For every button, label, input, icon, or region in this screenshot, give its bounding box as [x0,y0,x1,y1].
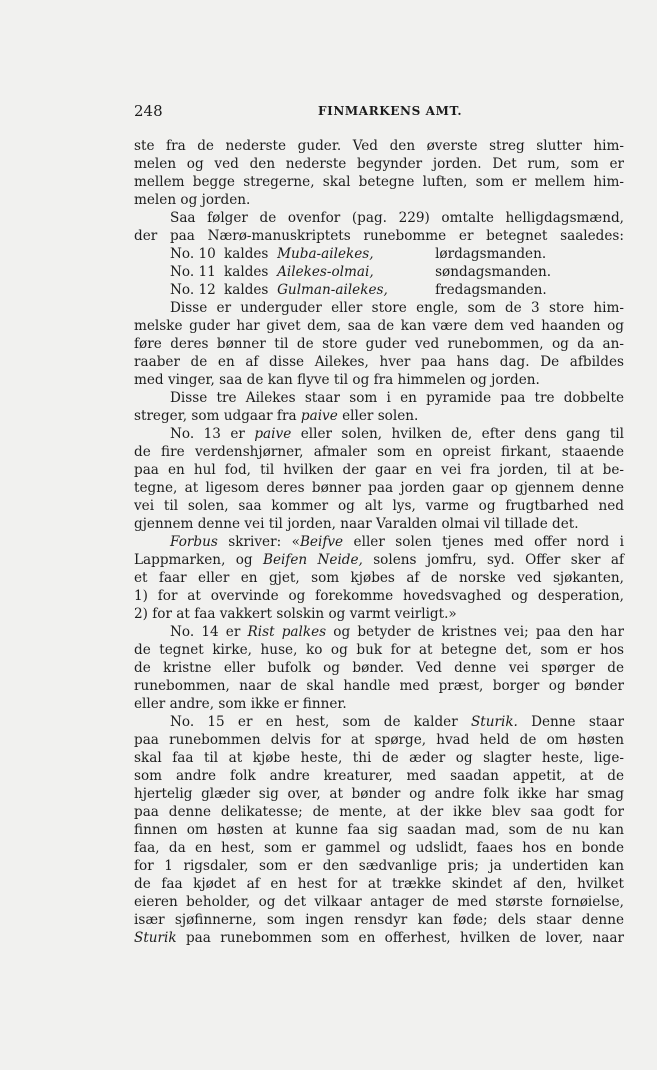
text-line: 2) for at faa vakkert solskin og varmt veirligt.» [134,606,457,622]
text-line: med vinger, saa de kan flyve til og fra himmelen og jorden. [134,372,540,388]
item-desc: fredagsmanden. [435,282,547,298]
item-number: No. 11 [170,264,216,280]
text-line: vei til solen, saa kommer og alt lys, varme og frugtbarhed ned [134,498,624,514]
page-header [134,102,624,124]
item-name: Gulman-ailekes, [277,282,388,298]
text-line: skal faa til at kjøbe heste, thi de æder og slagter heste, lige- [134,750,624,766]
page-number: 248 [134,102,163,120]
text-line: Forbus skriver: «Beifve eller solen tjenes med offer nord i [170,534,624,550]
item-name: Ailekes-olmai, [277,264,374,280]
text-line: No. 13 er paive eller solen, hvilken de, efter dens gang til [170,426,624,442]
text-line: tegne, at ligesom deres bønner paa jorden gaar op gjennem denne [134,480,624,496]
text-line: Disse er underguder eller store engle, som de 3 store him- [170,300,624,316]
item-number: No. 10 [170,246,216,262]
text-line: paa en hul fod, til hvilken der gaar en vei fra jorden, til at be- [134,462,624,478]
text-line: No. 15 er en hest, som de kalder Sturik. Denne staar [170,714,624,730]
item-desc: søndagsmanden. [435,264,552,280]
item-verb: kaldes [224,246,269,262]
list-item [134,245,624,263]
item-number: No. 12 [170,282,216,298]
text-line: runebommen, naar de skal handle med præst, borger og bønder [134,678,624,694]
body-text [134,137,624,947]
list-item [134,263,624,281]
text-line: Sturik paa runebommen som en offerhest, hvilken de lover, naar [134,930,624,946]
text-line: som andre folk andre kreaturer, med saadan appetit, at de [134,768,624,784]
item-name: Muba-ailekes, [277,246,374,262]
text-line: eieren beholder, og det vilkaar antager de med største fornøielse, [134,894,624,910]
list-item [134,281,624,299]
text-line: de tegnet kirke, huse, ko og buk for at betegne det, som er hos [134,642,624,658]
text-line: finnen om høsten at kunne faa sig saadan mad, som de nu kan [134,822,624,838]
item-verb: kaldes [224,264,269,280]
text-line: Disse tre Ailekes staar som i en pyramide paa tre dobbelte [170,390,624,406]
running-head: FINMARKENS AMT. [318,104,463,118]
text-line: melske guder har givet dem, saa de kan være dem ved haanden og [134,318,624,334]
text-line: der paa Nærø-manuskriptets runebomme er betegnet saaledes: [134,228,624,244]
text-line: gjennem denne vei til jorden, naar Varalden olmai vil tillade det. [134,516,579,532]
text-line: de faa kjødet af en hest for at trække skindet af den, hvilket [134,876,624,892]
text-line: mellem begge stregerne, skal betegne luften, som er mellem him- [134,174,624,190]
text-line: melen og ved den nederste begynder jorden. Det rum, som er [134,156,624,172]
text-line: føre deres bønner til de store guder ved runebommen, og da an- [134,336,624,352]
text-line: eller andre, som ikke er finner. [134,696,347,712]
text-line: No. 14 er Rist palkes og betyder de kristnes vei; paa den har [170,624,624,640]
text-line: hjertelig glæder sig over, at bønder og andre folk ikke har smag [134,786,624,802]
text-line: Saa følger de ovenfor (pag. 229) omtalte helligdagsmænd, [170,210,624,226]
text-line: streger, som udgaar fra paive eller solen. [134,408,419,424]
text-line: et faar eller en gjet, som kjøbes af de norske ved sjøkanten, [134,570,624,586]
text-line: raaber de en af disse Ailekes, hver paa hans dag. De afbildes [134,354,624,370]
text-line: de kristne eller bufolk og bønder. Ved denne vei spørger de [134,660,624,676]
text-line: for 1 rigsdaler, som er den sædvanlige pris; ja undertiden kan [134,858,624,874]
text-line: især sjøfinnerne, som ingen rensdyr kan føde; dels staar denne [134,912,624,928]
text-line: ste fra de nederste guder. Ved den øverste streg slutter him- [134,138,624,154]
text-line: 1) for at overvinde og forekomme hovedsvaghed og desperation, [134,588,624,604]
text-line: melen og jorden. [134,192,251,208]
item-verb: kaldes [224,282,269,298]
text-line: paa runebommen delvis for at spørge, hvad held de om høsten [134,732,624,748]
text-line: faa, da en hest, som er gammel og udslidt, faaes hos en bonde [134,840,624,856]
item-desc: lørdagsmanden. [435,246,547,262]
text-line: Lappmarken, og Beifen Neide, solens jomfru, syd. Offer sker af [134,552,624,568]
text-line: de fire verdenshjørner, afmaler som en opreist firkant, staaende [134,444,624,460]
text-line: paa denne delikatesse; de mente, at der ikke blev saa godt for [134,804,624,820]
